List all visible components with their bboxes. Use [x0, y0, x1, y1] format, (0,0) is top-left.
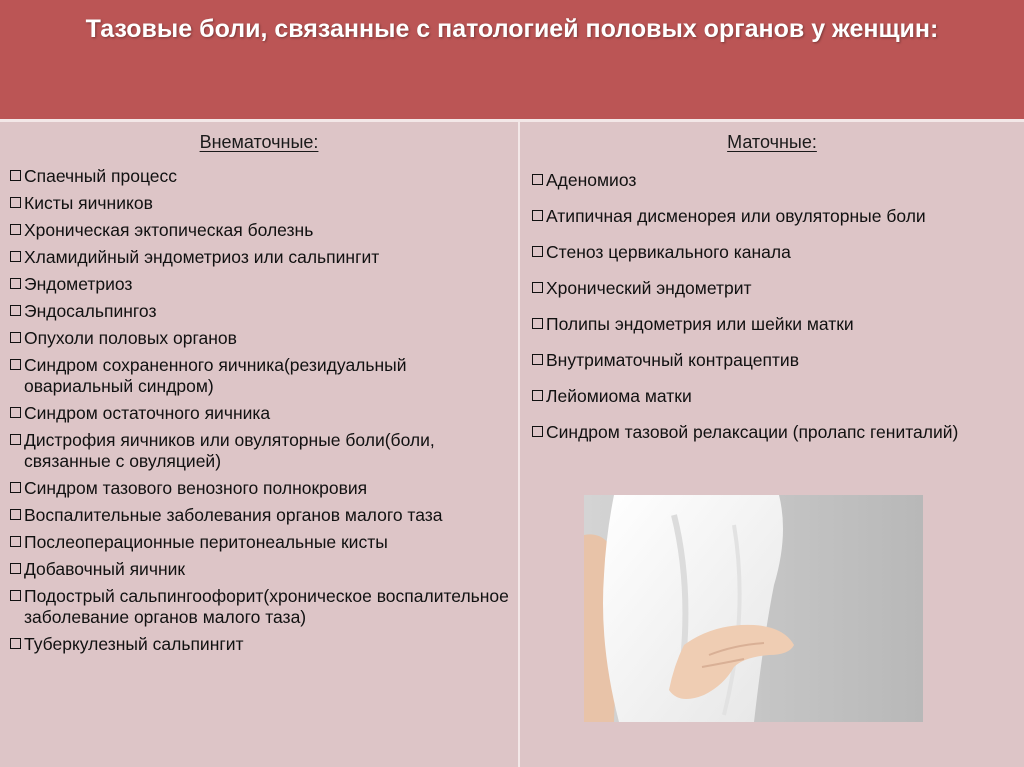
list-item-text: Синдром остаточного яичника [24, 403, 271, 423]
uterine-heading-text: Маточные: [727, 132, 817, 152]
checkbox-square-icon [532, 318, 543, 329]
list-item [10, 301, 510, 322]
page-title: Тазовые боли, связанные с патологией половых органов у женщин: [85, 15, 939, 43]
checkbox-square-icon [532, 354, 543, 365]
list-item [10, 166, 510, 187]
checkbox-square-icon [10, 509, 21, 520]
woman-holding-abdomen-illustration [584, 495, 923, 722]
extrauterine-list [10, 166, 510, 661]
checkbox-square-icon [10, 305, 21, 316]
list-item-text: Спаечный процесс [24, 166, 177, 186]
checkbox-square-icon [10, 251, 21, 262]
list-item-text: Опухоли половых органов [24, 328, 237, 348]
list-item [10, 193, 510, 214]
list-item [10, 430, 510, 472]
list-item-text: Внутриматочный контрацептив [546, 350, 800, 370]
uterine-heading [520, 132, 1024, 153]
checkbox-square-icon [532, 426, 543, 437]
list-item [532, 350, 1017, 370]
checkbox-square-icon [10, 170, 21, 181]
list-item-text: Кисты яичников [24, 193, 153, 213]
header-banner [0, 0, 1024, 122]
list-item-text: Хроническая эктопическая болезнь [24, 220, 314, 240]
checkbox-square-icon [10, 482, 21, 493]
checkbox-square-icon [10, 590, 21, 601]
checkbox-square-icon [10, 407, 21, 418]
checkbox-square-icon [10, 359, 21, 370]
list-item [10, 403, 510, 424]
list-item [10, 220, 510, 241]
list-item [532, 206, 1017, 226]
list-item [532, 170, 1017, 190]
list-item [532, 422, 1017, 442]
list-item [10, 247, 510, 268]
list-item-text: Эндосальпингоз [24, 301, 157, 321]
checkbox-square-icon [532, 246, 543, 257]
list-item-text: Послеоперационные перитонеальные кисты [24, 532, 388, 552]
list-item [10, 328, 510, 349]
checkbox-square-icon [532, 174, 543, 185]
list-item-text: Дистрофия яичников или овуляторные боли(боли, связанные с овуляцией) [24, 430, 435, 471]
checkbox-square-icon [532, 210, 543, 221]
abdominal-pain-photo [584, 495, 923, 722]
list-item-text: Синдром тазового венозного полнокровия [24, 478, 368, 498]
list-item-text: Туберкулезный сальпингит [24, 634, 244, 654]
list-item [10, 532, 510, 553]
extrauterine-column [0, 122, 518, 767]
list-item-text: Хламидийный эндометриоз или сальпингит [24, 247, 380, 267]
list-item-text: Подострый сальпингоофорит(хроническое воспалительное заболевание органов малого таза) [24, 586, 509, 627]
checkbox-square-icon [10, 434, 21, 445]
uterine-list [532, 170, 1017, 458]
checkbox-square-icon [10, 224, 21, 235]
list-item-text: Воспалительные заболевания органов малого таза [24, 505, 443, 525]
list-item [10, 505, 510, 526]
list-item [10, 586, 510, 628]
checkbox-square-icon [10, 638, 21, 649]
list-item-text: Синдром тазовой релаксации (пролапс гениталий) [546, 422, 959, 442]
extrauterine-heading [0, 132, 518, 153]
list-item-text: Синдром сохраненного яичника(резидуальный овариальный синдром) [24, 355, 407, 396]
checkbox-square-icon [10, 332, 21, 343]
checkbox-square-icon [10, 536, 21, 547]
list-item-text: Атипичная дисменорея или овуляторные боли [546, 206, 926, 226]
list-item [532, 314, 1017, 334]
checkbox-square-icon [10, 563, 21, 574]
list-item-text: Полипы эндометрия или шейки матки [546, 314, 854, 334]
list-item-text: Хронический эндометрит [546, 278, 752, 298]
list-item [10, 355, 510, 397]
checkbox-square-icon [532, 282, 543, 293]
list-item [10, 559, 510, 580]
list-item-text: Лейомиома матки [546, 386, 692, 406]
list-item [10, 478, 510, 499]
list-item-text: Добавочный яичник [24, 559, 186, 579]
list-item-text: Аденомиоз [546, 170, 637, 190]
checkbox-square-icon [10, 197, 21, 208]
checkbox-square-icon [532, 390, 543, 401]
list-item [532, 242, 1017, 262]
list-item [532, 386, 1017, 406]
list-item-text: Стеноз цервикального канала [546, 242, 791, 262]
list-item [10, 634, 510, 655]
checkbox-square-icon [10, 278, 21, 289]
extrauterine-heading-text: Внематочные: [199, 132, 319, 152]
list-item-text: Эндометриоз [24, 274, 133, 294]
list-item [532, 278, 1017, 298]
list-item [10, 274, 510, 295]
